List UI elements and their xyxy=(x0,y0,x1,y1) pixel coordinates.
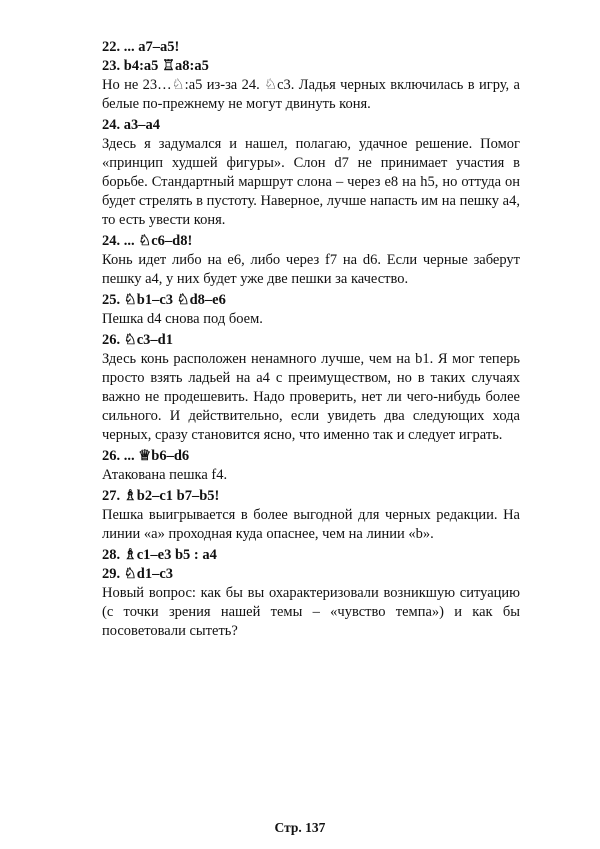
commentary-paragraph: Конь идет либо на e6, либо через f7 на d6. Если черные заберут пешку a4, у них будет уже две пешки за качество. xyxy=(102,252,520,287)
move-heading: 28. ♗c1–e3 b5 : a4 xyxy=(102,547,217,563)
move-heading: 27. ♗b2–c1 b7–b5! xyxy=(102,488,220,504)
move-heading: 29. ♘d1–c3 xyxy=(102,566,173,582)
commentary-paragraph: Но не 23…♘:a5 из-за 24. ♘c3. Ладья черных включилась в игру, а белые по-прежнему не могут двинуть коня. xyxy=(102,77,520,112)
move-heading: 26. ♘c3–d1 xyxy=(102,332,173,348)
commentary-paragraph: Новый вопрос: как бы вы охарактеризовали возникшую ситуацию (с точки зрения нашей темы – «чувство темпа») и как бы посоветовали сытеть? xyxy=(102,585,520,639)
commentary-paragraph: Пешка выигрывается в более выгодной для черных редакции. На линии «a» проходная куда опаснее, чем на линии «b». xyxy=(102,507,520,542)
commentary-paragraph: Атакована пешка f4. xyxy=(102,467,228,483)
commentary-paragraph: Здесь конь расположен ненамного лучше, чем на b1. Я мог теперь просто взять ладьей на a4 с преимуществом, но в таких случаях важно не продешевить. Надо проверить, нет ли чего-нибудь более сильного. И действительно, если увидеть два следующих хода черных, сразу становится ясно, что именно так и следует играть. xyxy=(102,351,520,443)
move-heading: 22. ... a7–a5! xyxy=(102,39,180,55)
move-heading: 24. a3–a4 xyxy=(102,117,160,133)
move-heading: 25. ♘b1–c3 ♘d8–e6 xyxy=(102,292,226,308)
page-number: Стр. 137 xyxy=(274,820,326,835)
move-heading: 26. ... ♕b6–d6 xyxy=(102,448,190,464)
commentary-paragraph: Пешка d4 снова под боем. xyxy=(102,311,263,327)
commentary-paragraph: Здесь я задумался и нашел, полагаю, удачное решение. Помог «принцип худшей фигуры». Слон d7 не принимает участия в борьбе. Стандартный маршрут слона – через e8 на h5, но оттуда он будет стрелять в пустоту. Наверное, лучше напасть им на пешку a4, то есть увести коня. xyxy=(102,136,520,228)
move-heading: 24. ... ♘c6–d8! xyxy=(102,233,193,249)
page-content xyxy=(102,38,520,643)
move-heading: 23. b4:a5 ♖a8:a5 xyxy=(102,58,209,74)
